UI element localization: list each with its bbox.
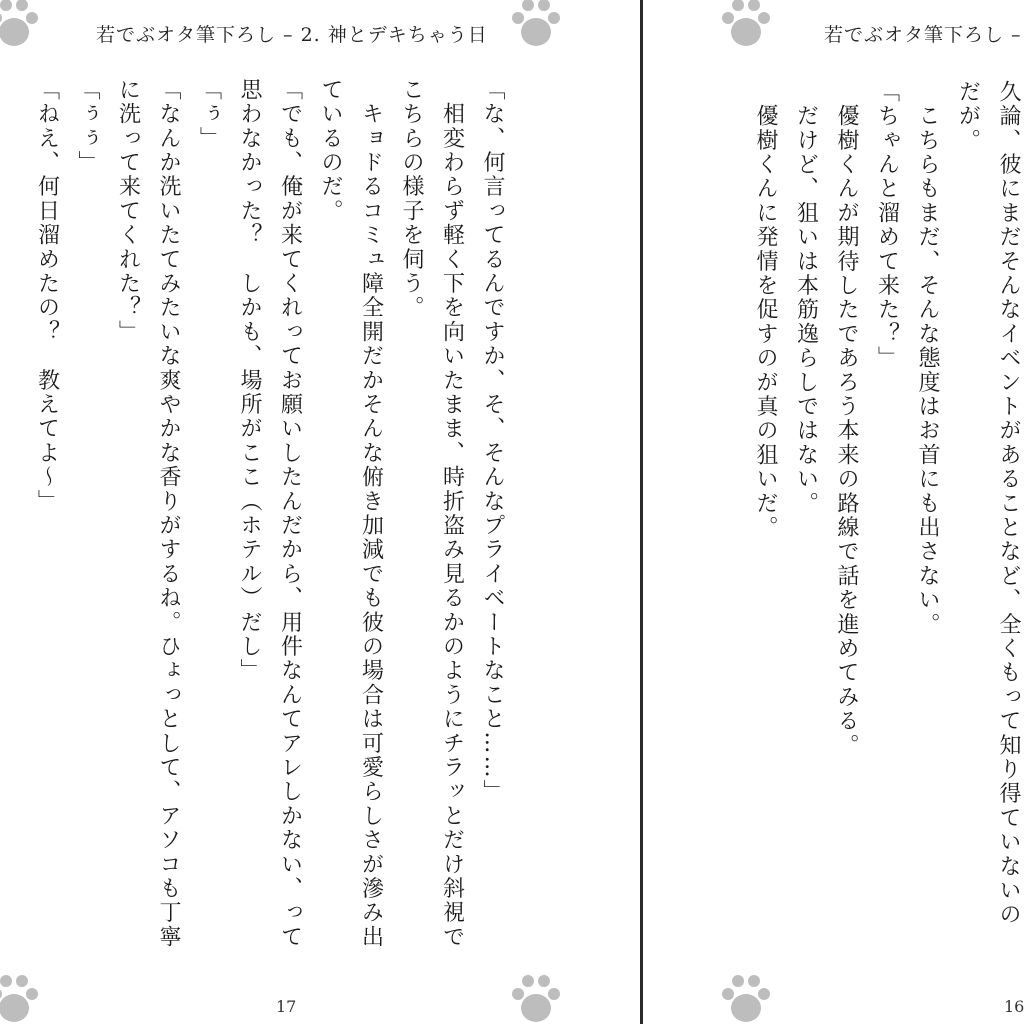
text-line: 久論、彼にまだそんなイベントがあることなど、全くもって知り得ていないの — [996, 80, 1021, 927]
right-page — [644, 0, 1024, 1024]
paw-print-icon — [0, 972, 42, 1024]
text-line: 「な、何言ってるんですか、そ、そんなプライベートなこと……」 — [480, 78, 505, 804]
body-text — [745, 80, 1024, 980]
running-header: 若でぶオタ筆下ろし – — [824, 24, 1022, 46]
page-number: 17 — [276, 997, 297, 1016]
page-gutter — [640, 0, 643, 1024]
text-line: 「ぅ」 — [196, 78, 222, 151]
text-line: こちらの様子を伺う。 — [399, 78, 424, 320]
paw-print-icon — [0, 0, 42, 52]
text-line: だが。 — [955, 80, 981, 153]
paw-print-icon — [718, 0, 774, 52]
text-line: 「ちゃんと溜めて来た？」 — [874, 80, 900, 371]
text-line: だけど、狙いは本筋逸らしではない。 — [793, 80, 819, 516]
text-line: 優樹くんに発情を促すのが真の狙いだ。 — [753, 80, 778, 540]
text-line: 優樹くんが期待したであろう本来の路線で話を進めてみる。 — [834, 80, 859, 758]
text-line: に洗って来てくれた？」 — [115, 78, 141, 345]
text-line: 「でも、俺が来てくれってお願いしたんだから、用件なんてアレしかない、って — [277, 78, 303, 950]
running-header: 若でぶオタ筆下ろし – 2. 神とデキちゃう日 — [96, 24, 488, 46]
text-line: こちらもまだ、そんな態度はお首にも出さない。 — [915, 80, 940, 637]
text-line: 思わなかった？ しかも、場所がここ（ホテル）だし」 — [237, 78, 262, 683]
paw-print-icon — [508, 0, 564, 52]
text-line: 「ぅぅ」 — [75, 78, 100, 175]
text-line: ているのだ。 — [318, 78, 343, 224]
paw-print-icon — [718, 972, 774, 1024]
text-line: 相変わらず軽く下を向いたまま、時折盗み見るかのようにチラッとだけ斜視で — [439, 78, 465, 950]
text-line: 「ねえ、何日溜めたの？ 教えてよ～」 — [34, 78, 60, 514]
text-line: 「なんか洗いたてみたいな爽やかな香りがするね。ひょっとして、アソコも丁寧 — [156, 78, 181, 950]
text-line: キョドるコミュ障全開だかそんな俯き加減でも彼の場合は可愛らしさが滲み出 — [358, 78, 384, 950]
page-number: 16 — [1004, 997, 1024, 1016]
paw-print-icon — [508, 972, 564, 1024]
body-text — [26, 78, 512, 978]
